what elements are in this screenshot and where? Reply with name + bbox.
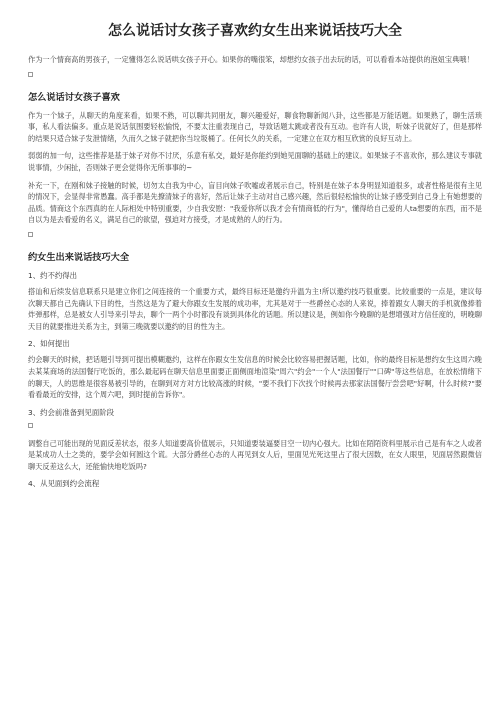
intro-paragraph: 作为一个情商高的男孩子，一定懂得怎么说话哄女孩子开心。如果你的嘴很笨，却想约女孩子出去玩的话，可以看看本站提供的泡妞宝典哦！ — [28, 55, 474, 64]
broken-image-icon — [28, 232, 33, 237]
section1-paragraph-1: 作为一个妹子，从聊天的角度来看，如果不熟，可以聊共同朋友，聊兴趣爱好，聊食物聊新闻八卦，这些都是万能话题。如果熟了，聊生活琐事，私人看法偏多。重点是说话氛围要轻松愉悦，不要太注重表现自己，导致话题太跳或者没有互动。也许有人说，听妹子说就好了，但是那样的结果只适合妹子发泄情绪，久而久之妹子就把你当垃圾桶了。任何长久的关系，一定建立在双方相互欣赏的良好互动上。 — [28, 110, 482, 143]
subsection-title-4: 4、从见面到约会流程 — [28, 479, 100, 489]
subsection-paragraph-3: 调整自己可能出现的见面反差状态，很多人知道要高价值展示，只知道要装逼要目空一切内心强大。比如在陌陌资料里展示自己是有车之人或者是某成功人士之类的，要学会如何圆这个谎。大部分爵丝心态的人再见到女人后，里面见光死这里占了很大因数，在女人眼里，见面居然跟微信聊天反差这么大，还能愉快地吃饭吗? — [28, 438, 482, 471]
subsection-title-3: 3、约会前准备到见面阶段 — [28, 407, 115, 417]
subsection-title-2: 2、如何提出 — [28, 339, 70, 349]
section-title-how-to-talk: 怎么说话讨女孩子喜欢 — [28, 91, 120, 103]
section1-paragraph-2: 弱弱的加一句，这些推荐是基于妹子对你不讨厌，乐意有私交，最好是你能约到她见面聊的基础上的建议。如果妹子不喜欢你，那么建议专事就说事情，少闲扯，否则妹子更会觉得你无所事事的~ — [28, 151, 482, 172]
broken-image-icon — [28, 423, 33, 428]
section-title-dating-tips: 约女生出来说话技巧大全 — [28, 251, 130, 263]
section1-paragraph-3: 补充一下，在刚和妹子接触的时候，切勿太自我为中心，盲目向妹子吹嘘或者展示自己，特别是在妹子本身明显知道很多，或者性格是很有主见的情况下，会显得非常愚蠢。高手都是先撩清妹子的喜好，然后让妹子主动对自己感兴趣，然后很轻松愉快的让妹子感受到自己身上有她想要的品质。情商这个东西真的在人际相处中特别重要，少自我安慰："我爱你所以我才会有情商低的行为"，懂得给自己爱的人ta想要的东西，而不是自以为是去看爱的名义，满足自己的欲望，强迫对方接受，才是成熟的人的行为。 — [28, 180, 482, 225]
broken-image-icon — [28, 72, 33, 77]
document-title: 怎么说话讨女孩子喜欢约女生出来说话技巧大全 — [108, 23, 402, 39]
subsection-title-1: 1、约不约得出 — [28, 270, 78, 280]
subsection-paragraph-2: 约会聊天的时候，把话题引导到可提出模糊邀约，这样在你跟女生发信息的时候会比较容易把握话题，比如，你的最终目标是想约女生这周六晚去某某商场的法国餐厅吃饭的，那么最起码在聊天信息里面要正面侧面地渲染"周六"约会"一个人"法国餐厅""口碑"等这些信息，在放松情绪下的聊天，人的思维是很容易被引导的，在聊到对方对方比较高涨的时候，"要不我们下次找个时候再去那家法国餐厅尝尝吧"好啊，什么时候?"要看看最近的安排，这个周六吧，到时提前告诉你"。 — [28, 355, 482, 400]
subsection-paragraph-1: 搭讪和后续发信息联系只是建立你们之间连接的一个重要方式，最终目标还是邀约升温为主!所以邀约技巧很重要。比较重要的一点是，建议每次聊天都自己先确认下目的性，当然这是为了避大你跟女生发展的成功率，尤其是对于一些爵丝心态的人来说，捧着跟女人聊天的手机就像捧着炸弹那样，总是被女人引导来引导去，聊个一两个小时都没有谈到具体化的话题。所以建议是，例如你今晚聊的是想增强对方信任度的，明晚聊天目的就要推进关系为主，到第三晚就要以邀约的目的性为主。 — [28, 286, 482, 331]
